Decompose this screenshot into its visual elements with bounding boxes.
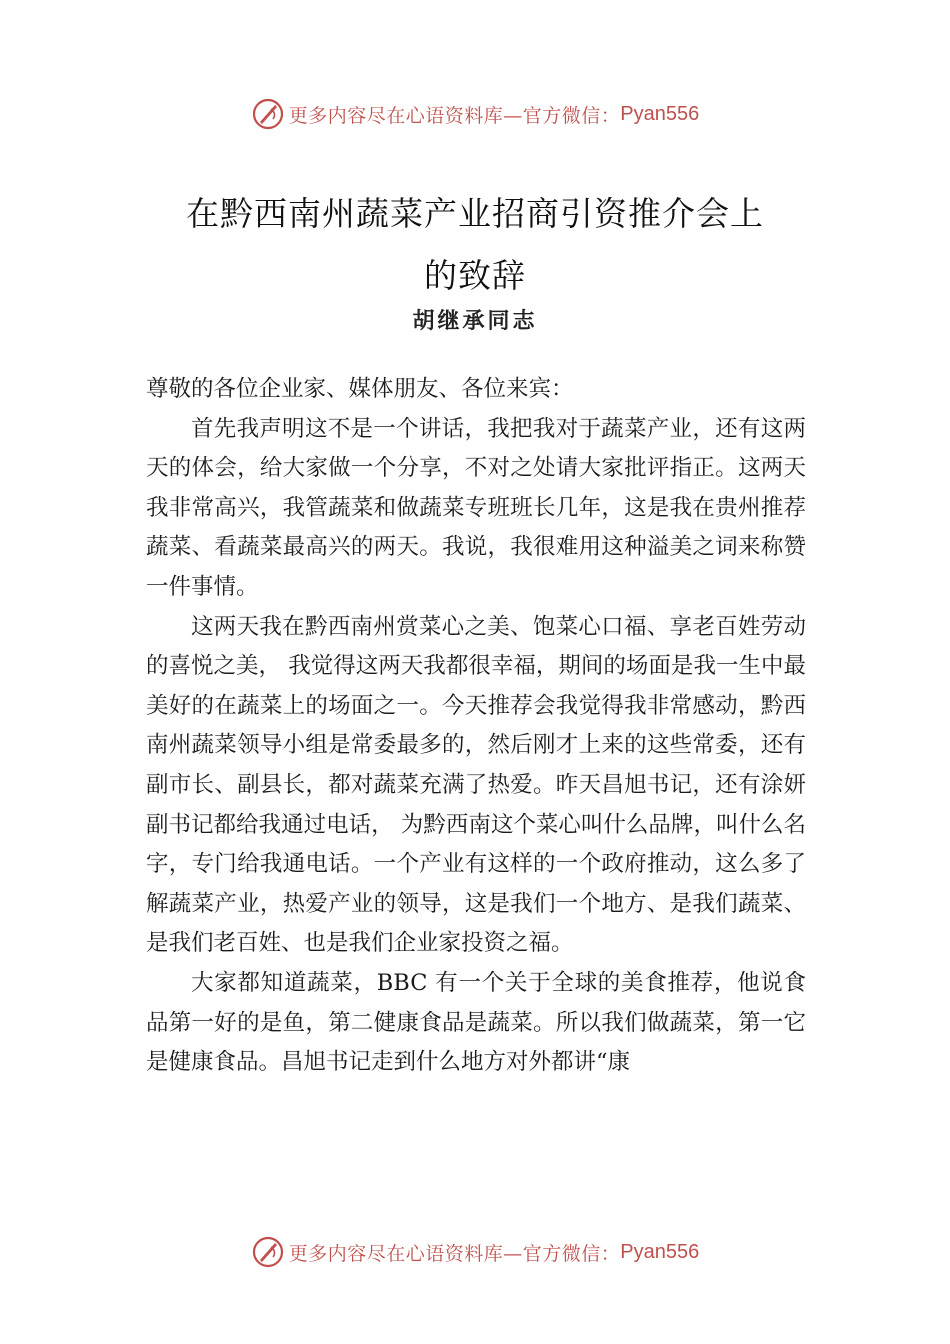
wechat-label: 官方微信：	[522, 1242, 621, 1265]
wechat-id: Pyan556	[620, 102, 700, 125]
quill-logo-icon	[251, 1235, 285, 1269]
document-title-line-1: 在黔西南州蔬菜产业招商引资推介会上	[186, 194, 764, 233]
quill-logo-icon	[251, 97, 285, 131]
paragraph: 大家都知道蔬菜，BBC 有一个关于全球的美食推荐，他说食品第一好的是鱼，第二健康食品是蔬菜。所以我们做蔬菜，第一它是健康食品。昌旭书记走到什么地方对外都讲“康	[146, 969, 806, 1076]
author: 胡继承同志	[412, 308, 538, 334]
paragraph: 这两天我在黔西南州赏菜心之美、饱菜心口福、享老百姓劳动的喜悦之美， 我觉得这两天我都很幸福，期间的场面是我一生中最美好的在蔬菜上的场面之一。今天推荐会我觉得我非常感动，黔西南州蔬菜领导小组是常委最多的，然后刚才上来的这些常委，还有副市长、副县长，都对蔬菜充满了热爱。昨天昌旭书记，还有涂妍副书记都给我通过电话， 为黔西南这个菜心叫什么品牌，叫什么名字，专门给我通电话。一个产业有这样的一个政府推动，这么多了解蔬菜产业，热爱产业的领导，这是我们一个地方、是我们蔬菜、是我们老百姓、也是我们企业家投资之福。	[146, 613, 806, 957]
banner-text: 更多内容尽在心语资料库—	[288, 104, 523, 127]
paragraph: 首先我声明这不是一个讲话，我把我对于蔬菜产业，还有这两天的体会，给大家做一个分享，不对之处请大家批评指正。这两天我非常高兴，我管蔬菜和做蔬菜专班班长几年，这是我在贵州推荐蔬菜、看蔬菜最高兴的两天。我说，我很难用这种溢美之词来称赞一件事情。	[146, 415, 806, 600]
salutation: 尊敬的各位企业家、媒体朋友、各位来宾：	[146, 376, 574, 402]
header-watermark-banner	[0, 94, 950, 134]
banner-text: 更多内容尽在心语资料库—	[288, 1242, 523, 1265]
document-title-line-2: 的致辞	[424, 256, 526, 295]
wechat-label: 官方微信：	[522, 104, 621, 127]
footer-watermark-banner	[0, 1232, 950, 1272]
wechat-id: Pyan556	[620, 1240, 700, 1263]
document-body	[146, 370, 806, 1083]
